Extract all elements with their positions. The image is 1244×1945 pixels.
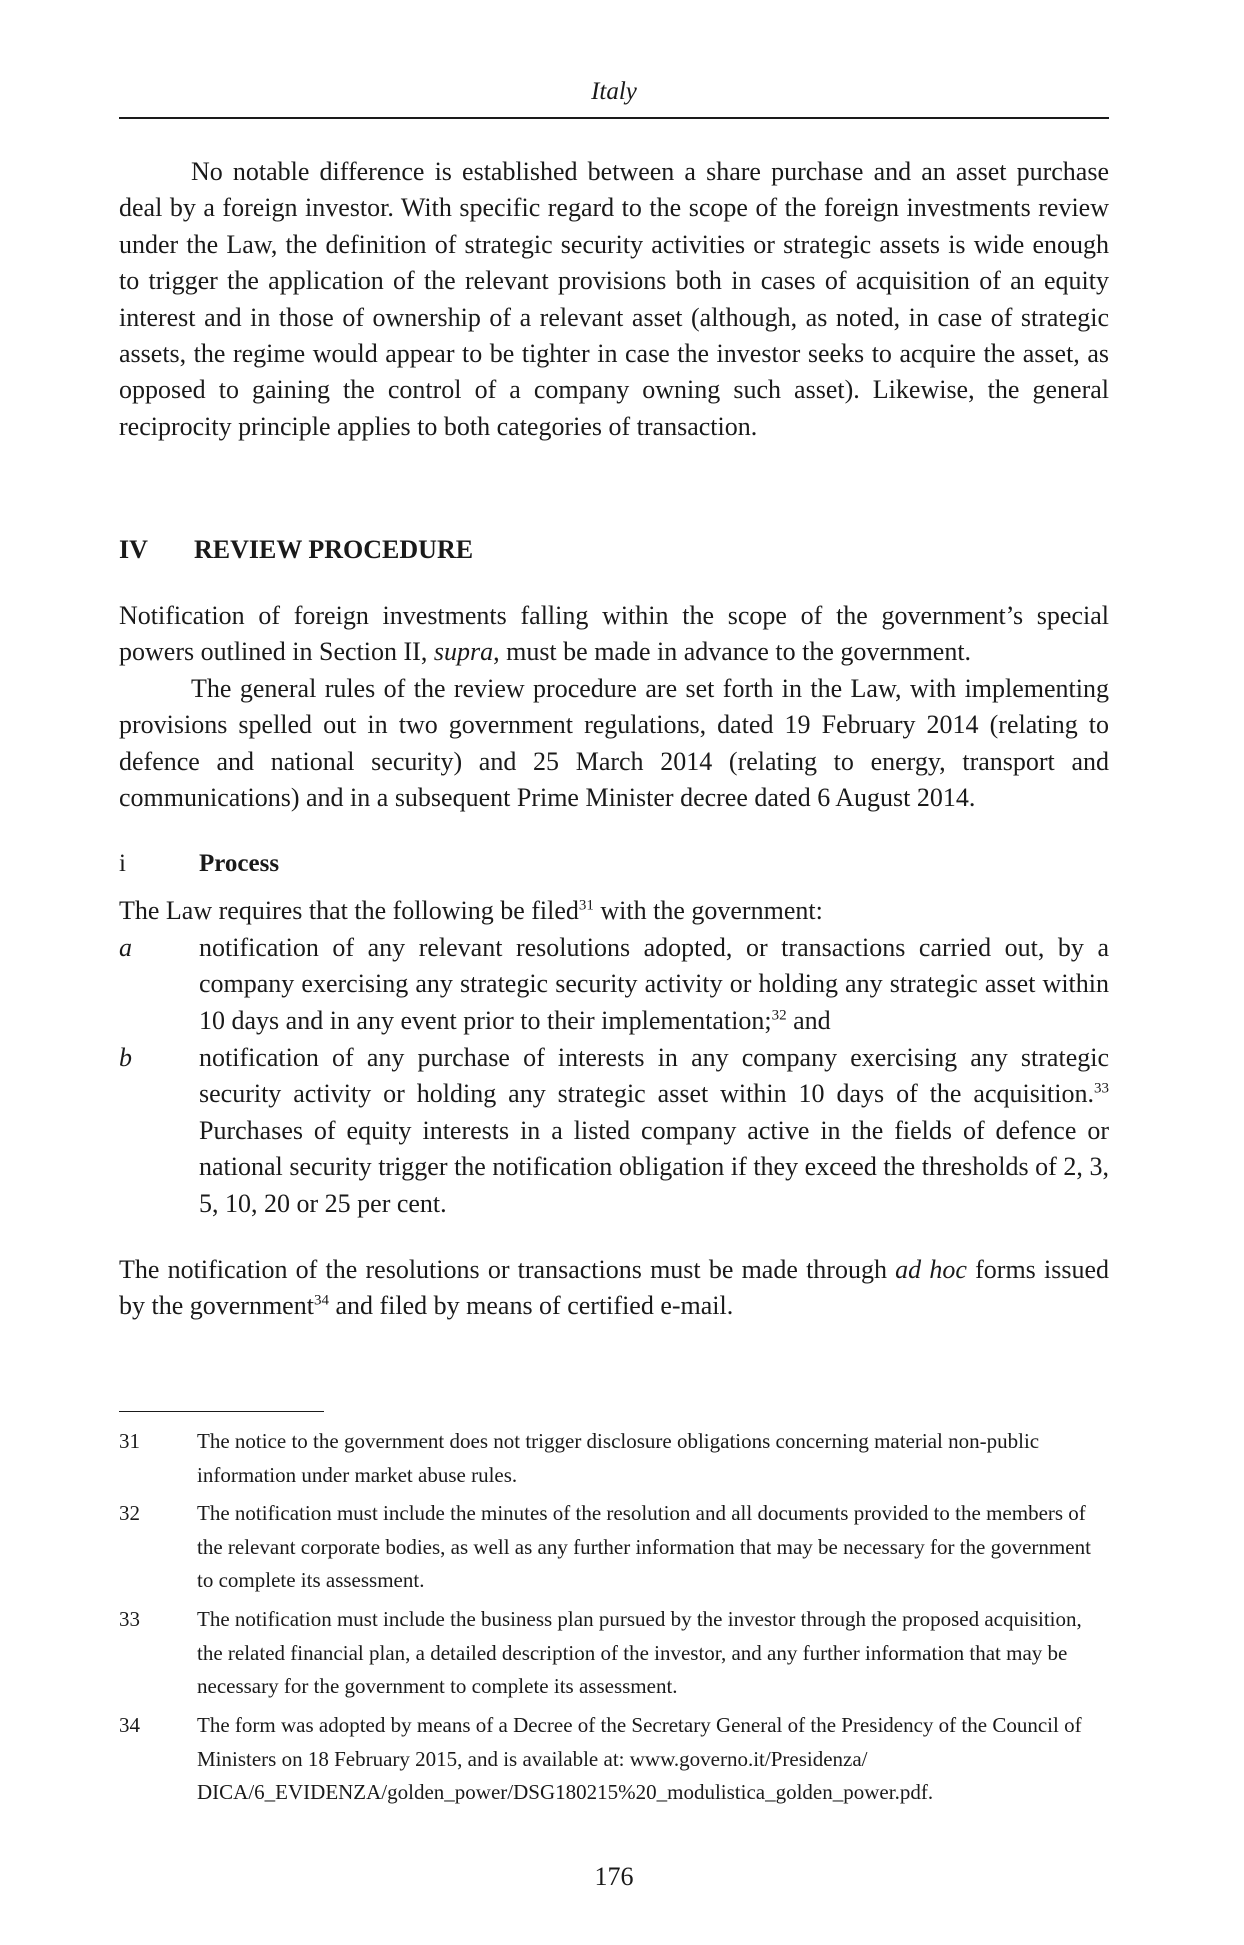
footnote-number: 34 — [119, 1713, 140, 1737]
footnote-32 — [119, 1497, 1109, 1598]
list-item-text: notification of any relevant resolutions adopted, or transactions carried out, by a company exercising any strategic security activity or holding any strategic asset within 10 days and in any event prior to their implementation;$^{32}$ and — [199, 933, 1109, 1035]
footnote-33 — [119, 1603, 1109, 1704]
footnote-31 — [119, 1425, 1109, 1492]
footnote-text: The form was adopted by means of a Decree of the Secretary General of the Presidency of the Council of Ministers on 18 February 2015, and is available at: www.governo.it/Presidenza/ DICA/6_EVIDENZA/golden_power/DSG180215%20_modulistica_golden_power.pdf. — [197, 1713, 1082, 1804]
footnote-text: The notice to the government does not trigger disclosure obligations concerning material non-public information under market abuse rules. — [197, 1429, 1040, 1487]
subsection-lead: The Law requires that the following be filed$^{31}$ with the government: — [119, 896, 823, 925]
italic-ad-hoc: ad hoc — [895, 1255, 967, 1284]
intro-paragraph: No notable difference is established between a share purchase and an asset purchase deal by a foreign investor. With specific regard to the scope of the foreign investments review under the Law, the definition of strategic security activities or strategic assets is wide enough to trigger the application of the relevant provisions both in cases of acquisition of an equity interest and in those of ownership of a relevant asset (although, as noted, in case of strategic assets, the regime would appear to be tighter in case the investor seeks to acquire the asset, as opposed to gaining the control of a company owning such asset). Likewise, the general reciprocity principle applies to both categories of transaction. — [119, 157, 1109, 441]
footnote-34 — [119, 1709, 1109, 1810]
list-marker: b — [119, 1043, 132, 1072]
footnote-text: The notification must include the minutes of the resolution and all documents provided to the members of the relevant corporate bodies, as well as any further information that may be necessary for the government to complete its assessment. — [197, 1501, 1091, 1592]
section-paragraph-2: The general rules of the review procedure are set forth in the Law, with implementing provisions spelled out in two government regulations, dated 19 February 2014 (relating to defence and national security) and 25 March 2014 (relating to energy, transport and communications) and in a subsequent Prime Minister decree dated 6 August 2014. — [119, 674, 1109, 813]
subsection-title: Process — [199, 850, 280, 877]
list-item — [119, 1040, 1109, 1222]
section-paragraph-1: Notification of foreign investments falling within the scope of the government’s special powers outlined in Section II, supra, must be made in advance to the government. — [119, 601, 1109, 667]
footnote-ref-33[interactable]: 33 — [1094, 1080, 1109, 1097]
footnote-rule — [119, 1411, 324, 1412]
list-marker: a — [119, 933, 132, 962]
section-number: IV — [119, 535, 148, 564]
section-title: REVIEW PROCEDURE — [194, 535, 474, 564]
header-rule — [119, 117, 1109, 119]
footnote-ref-31[interactable]: 31 — [578, 897, 594, 914]
section-heading — [119, 535, 473, 565]
closing-paragraph: The notification of the resolutions or transactions must be made through ad hoc forms issued by the government$^{34}$ and filed by means of certified e-mail. — [119, 1255, 1109, 1321]
subsection-number: i — [119, 850, 126, 877]
running-head: Italy — [591, 78, 637, 105]
footnote-ref-32[interactable]: 32 — [771, 1007, 787, 1024]
footnote-number: 32 — [119, 1501, 140, 1525]
footnote-text: The notification must include the business plan pursued by the investor through the proposed acquisition, the related financial plan, a detailed description of the investor, and any further information that may be necessary for the government to complete its assessment. — [197, 1607, 1082, 1698]
list-item — [119, 930, 1109, 1039]
page-number: 176 — [594, 1862, 634, 1891]
italic-supra: supra — [433, 637, 494, 667]
subsection-heading — [119, 850, 279, 878]
footnote-number: 31 — [119, 1429, 140, 1453]
footnote-number: 33 — [119, 1607, 140, 1631]
footnote-ref-34[interactable]: 34 — [313, 1292, 329, 1309]
list-item-text: notification of any purchase of interests in any company exercising any strategic security activity or holding any strategic asset within 10 days of the acquisition.$^{33}$ Purchases of equity interests in a listed company active in the fields of defence or national security trigger the notification obligation if they exceed the thresholds of 2, 3, 5, 10, 20 or 25 per cent. — [199, 1043, 1109, 1218]
